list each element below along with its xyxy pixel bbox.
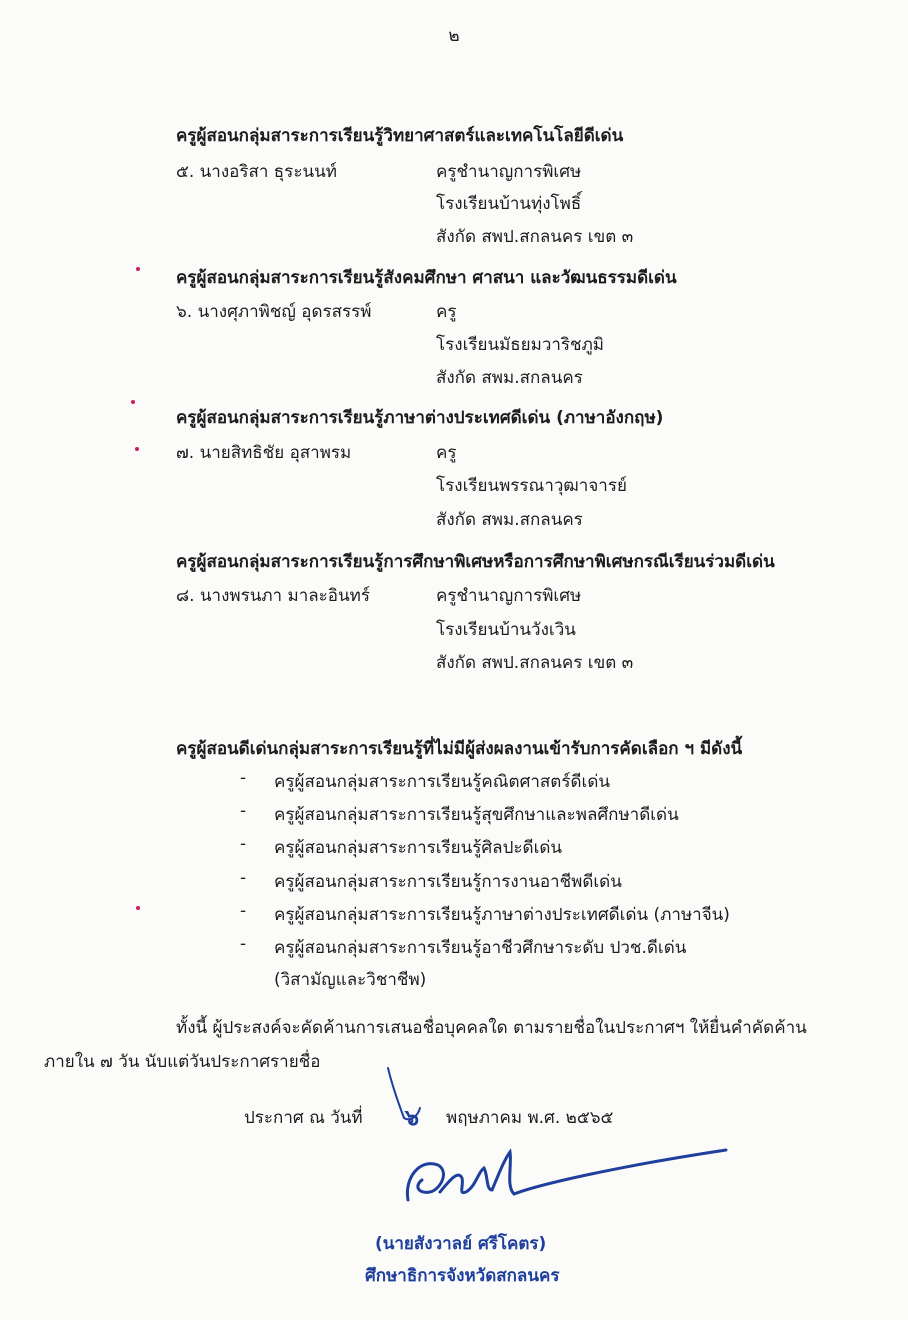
- list-dash: -: [240, 901, 247, 921]
- list-item-continuation: (วิสามัญและวิชาชีพ): [274, 970, 427, 990]
- section-heading-social: ครูผู้สอนกลุ่มสาระการเรียนรู้สังคมศึกษา ศาสนา และวัฒนธรรมดีเด่น: [176, 268, 677, 288]
- nominee-name: ๗. นายสิทธิชัย อุสาพรม: [176, 443, 352, 463]
- page-number: ๒: [448, 26, 460, 46]
- objection-line-2: ภายใน ๗ วัน นับแต่วันประกาศรายชื่อ: [44, 1052, 321, 1072]
- announce-day: ๖: [405, 1106, 419, 1131]
- nominee-name: ๕. นางอริสา ธุระนนท์: [176, 162, 337, 182]
- nominee-office: สังกัด สพป.สกลนคร เขต ๓: [436, 227, 634, 247]
- list-dash: -: [240, 868, 247, 888]
- nominee-office: สังกัด สพป.สกลนคร เขต ๓: [436, 653, 634, 673]
- list-dash: -: [240, 834, 247, 854]
- nominee-school: โรงเรียนพรรณาวุฒาจารย์: [436, 476, 627, 496]
- nominee-position: ครูชำนาญการพิเศษ: [436, 162, 582, 182]
- list-item: ครูผู้สอนกลุ่มสาระการเรียนรู้คณิตศาสตร์ดีเด่น: [274, 772, 610, 792]
- signatory-name: (นายสังวาลย์ ศรีโคตร): [375, 1234, 547, 1254]
- nominee-position: ครูชำนาญการพิเศษ: [436, 586, 582, 606]
- section-heading-english: ครูผู้สอนกลุ่มสาระการเรียนรู้ภาษาต่างประเทศดีเด่น (ภาษาอังกฤษ): [176, 408, 664, 428]
- nominee-office: สังกัด สพม.สกลนคร: [436, 368, 583, 388]
- list-item: ครูผู้สอนกลุ่มสาระการเรียนรู้ภาษาต่างประเทศดีเด่น (ภาษาจีน): [274, 905, 730, 925]
- nominee-school: โรงเรียนบ้านวังเวิน: [436, 620, 576, 640]
- section-heading-science: ครูผู้สอนกลุ่มสาระการเรียนรู้วิทยาศาสตร์และเทคโนโลยีดีเด่น: [176, 126, 624, 146]
- nominee-office: สังกัด สพม.สกลนคร: [436, 510, 583, 530]
- nominee-position: ครู: [436, 302, 457, 322]
- signatory-title: ศึกษาธิการจังหวัดสกลนคร: [365, 1266, 560, 1286]
- list-dash: -: [240, 768, 247, 788]
- list-item: ครูผู้สอนกลุ่มสาระการเรียนรู้ศิลปะดีเด่น: [274, 838, 563, 858]
- no-submission-heading: ครูผู้สอนดีเด่นกลุ่มสาระการเรียนรู้ที่ไม่มีผู้ส่งผลงานเข้ารับการคัดเลือก ฯ มีดังนี้: [176, 739, 743, 759]
- announce-prefix: ประกาศ ณ วันที่: [244, 1108, 363, 1128]
- nominee-school: โรงเรียนมัธยมวาริชภูมิ: [436, 335, 605, 355]
- list-item: ครูผู้สอนกลุ่มสาระการเรียนรู้สุขศึกษาและพลศึกษาดีเด่น: [274, 805, 679, 825]
- nominee-position: ครู: [436, 443, 457, 463]
- objection-line-1: ทั้งนี้ ผู้ประสงค์จะคัดค้านการเสนอชื่อบุคคลใด ตามรายชื่อในประกาศฯ ให้ยื่นคำคัดค้าน: [176, 1018, 807, 1038]
- list-dash: -: [240, 801, 247, 821]
- section-heading-special-ed: ครูผู้สอนกลุ่มสาระการเรียนรู้การศึกษาพิเศษหรือการศึกษาพิเศษกรณีเรียนร่วมดีเด่น: [176, 552, 775, 572]
- nominee-name: ๘. นางพรนภา มาละอินทร์: [176, 586, 370, 606]
- list-item: ครูผู้สอนกลุ่มสาระการเรียนรู้อาชีวศึกษาระดับ ปวช.ดีเด่น: [274, 938, 687, 958]
- nominee-name: ๖. นางศุภาพิชญ์ อุดรสรรพ์: [176, 302, 372, 322]
- list-item: ครูผู้สอนกลุ่มสาระการเรียนรู้การงานอาชีพดีเด่น: [274, 872, 622, 892]
- announce-month-year: พฤษภาคม พ.ศ. ๒๕๖๕: [446, 1108, 614, 1128]
- list-dash: -: [240, 934, 247, 954]
- nominee-school: โรงเรียนบ้านทุ่งโพธิ์: [436, 194, 582, 214]
